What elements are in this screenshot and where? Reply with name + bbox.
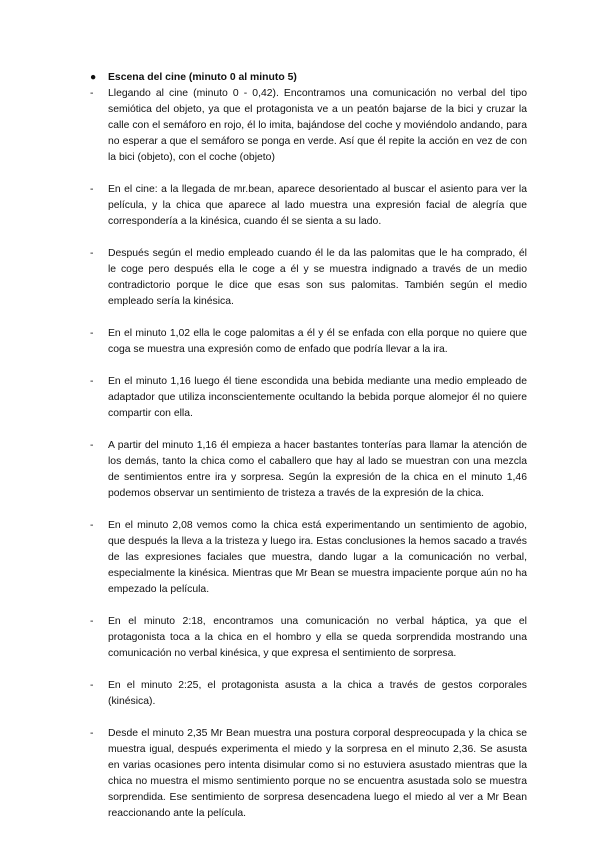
document-body (90, 70, 527, 822)
dash-marker: - (90, 520, 94, 531)
list-item (90, 518, 527, 598)
paragraph-gap (90, 422, 527, 438)
list-item (90, 726, 527, 822)
list-item-text: Llegando al cine (minuto 0 - 0,42). Encontramos una comunicación no verbal del tipo semiótica del objeto, ya que el protagonista ve a un peatón bajarse de la bici y cruzar la calle con el semáforo en rojo, él lo imita, bajándose del coche y moviéndolo andando, para no esperar a que el semáforo se ponga en verde. Así que él repite la acción en vez de con la bici (objeto), con el coche (objeto) (108, 88, 527, 163)
list-item-text: En el minuto 2:25, el protagonista asusta a la chica a través de gestos corporales (kinésica). (108, 680, 527, 707)
dash-marker: - (90, 376, 94, 387)
paragraph-gap (90, 662, 527, 678)
list-item-text: En el minuto 1,16 luego él tiene escondida una bebida mediante una medio empleado de adaptador que utiliza inconscientemente ocultando la bebida porque alomejor él no quiere compartir con ella. (108, 376, 527, 419)
list-item (90, 614, 527, 662)
list-item-text: Después según el medio empleado cuando él le da las palomitas que le ha comprado, él le coge pero después ella le coge a él y se muestra indignado a través de un medio contradictorio porque le dice que esas son sus palomitas. También según el medio empleado sería la kinésica. (108, 248, 527, 307)
section-heading-text: Escena del cine (minuto 0 al minuto 5) (108, 72, 297, 83)
dash-marker: - (90, 328, 94, 339)
list-item-text: En el minuto 2,08 vemos como la chica está experimentando un sentimiento de agobio, que después la lleva a la tristeza y luego ira. Estas conclusiones la hemos sacado a través de las expresiones faciales que muestra, dando lugar a la comunicación no verbal, especialmente la kinésica. Mientras que Mr Bean se muestra impaciente porque aún no ha empezado la película. (108, 520, 527, 595)
dash-marker: - (90, 184, 94, 195)
dash-marker: - (90, 248, 94, 259)
list-item-text: A partir del minuto 1,16 él empieza a hacer bastantes tonterías para llamar la atención de los demás, tanto la chica como el caballero que hay al lado se muestran con una mezcla de sentimientos entre ira y sorpresa. Según la expresión de la chica en el minuto 1,46 podemos observar un sentimiento de tristeza a través de la expresión de la chica. (108, 440, 527, 499)
dash-marker: - (90, 440, 94, 451)
list-item (90, 374, 527, 422)
dash-marker: - (90, 616, 94, 627)
list-item (90, 246, 527, 310)
dash-marker: - (90, 728, 94, 739)
list-item (90, 182, 527, 230)
paragraph-gap (90, 166, 527, 182)
paragraph-gap (90, 502, 527, 518)
paragraph-gap (90, 710, 527, 726)
section-heading (90, 70, 527, 86)
paragraph-gap (90, 358, 527, 374)
list-item (90, 326, 527, 358)
list-item (90, 438, 527, 502)
paragraph-gap (90, 598, 527, 614)
dash-marker: - (90, 680, 94, 691)
paragraph-gap (90, 310, 527, 326)
list-item-text: En el minuto 1,02 ella le coge palomitas a él y él se enfada con ella porque no quiere que coga se muestra una expresión como de enfado que podría llevar a la ira. (108, 328, 527, 355)
dash-marker: - (90, 88, 94, 99)
list-item-text: Desde el minuto 2,35 Mr Bean muestra una postura corporal despreocupada y la chica se muestra igual, después experimenta el miedo y la sorpresa en el minuto 2,36. Se asusta en varias ocasiones pero intenta disimular como si no estuviera asustado mientras que la chica no muestra el mismo sentimiento porque no se encuentra asustada solo se muestra sorprendida. Ese sentimiento de sorpresa desencadena luego el miedo al ver a Mr Bean reaccionando ante la película. (108, 728, 527, 819)
paragraph-gap (90, 230, 527, 246)
list-item (90, 86, 527, 166)
list-item-text: En el minuto 2:18, encontramos una comunicación no verbal háptica, ya que el protagonista toca a la chica en el hombro y ella se queda sorprendida mostrando una comunicación no verbal kinésica, y que expresa el sentimiento de sorpresa. (108, 616, 527, 659)
bullet-marker: ● (90, 72, 97, 83)
list-item-text: En el cine: a la llegada de mr.bean, aparece desorientado al buscar el asiento para ver la película, y la chica que aparece al lado muestra una expresión facial de alegría que correspondería a la kinésica, cuando él se sienta a su lado. (108, 184, 527, 227)
list-item (90, 678, 527, 710)
